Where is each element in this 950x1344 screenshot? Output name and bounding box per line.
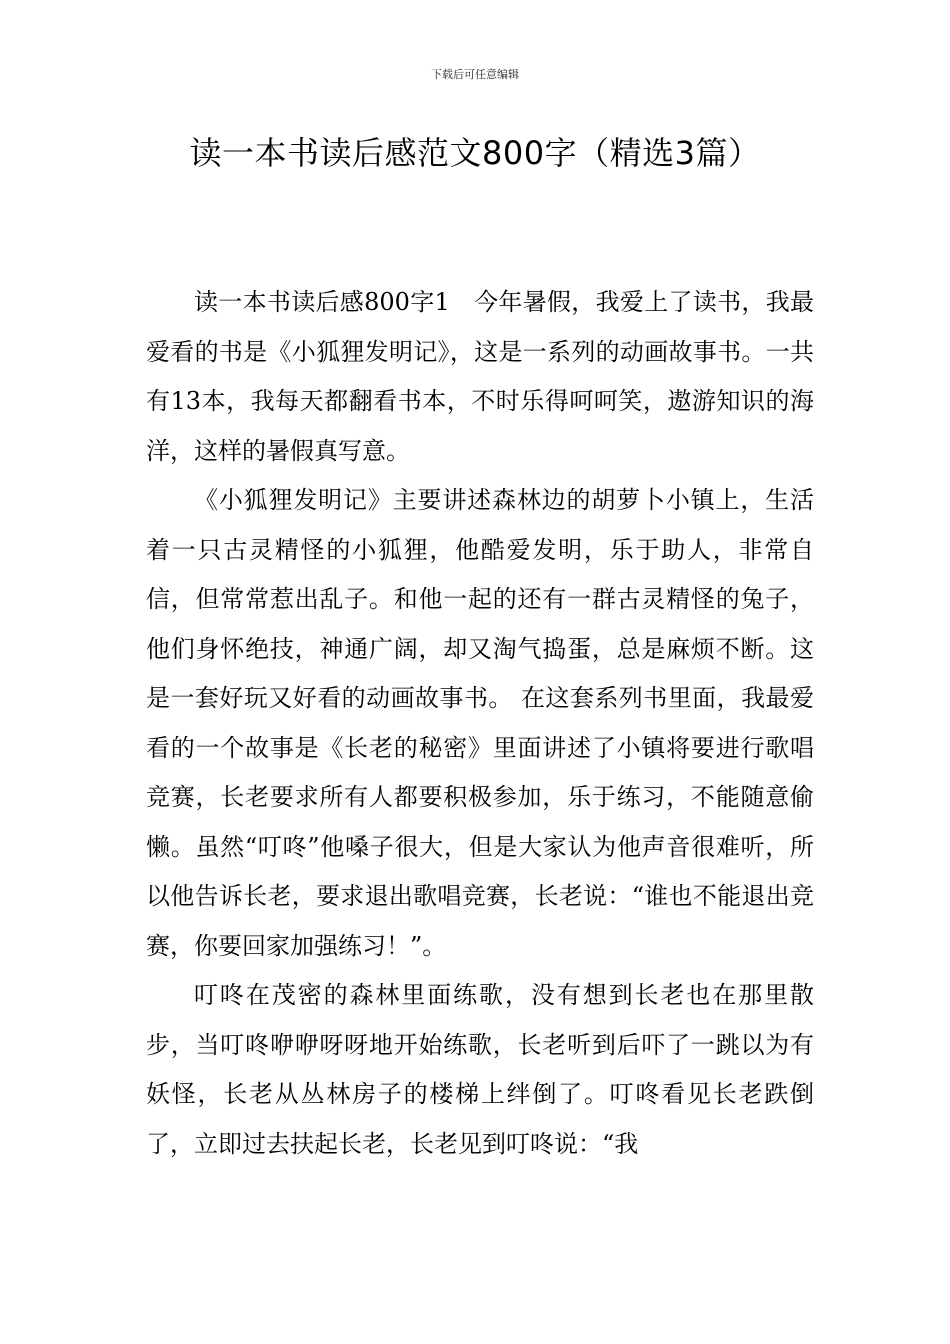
header-note: 下载后可任意编辑 (431, 68, 519, 81)
document-title: 读一本书读后感范文800字（精选3篇） (189, 134, 761, 172)
paragraph-1 (146, 278, 814, 476)
paragraph-2: 《小狐狸发明记》主要讲述森林边的胡萝卜小镇上，生活着一只古灵精怪的小狐狸，他酷爱发明，乐于助人，非常自信，但常常惹出乱子。和他一起的还有一群古灵精怪的兔子，他们身怀绝技，神通广阔，却又淘气捣蛋，总是麻烦不断。这是一套好玩又好看的动画故事书。 在这套系列书里面，我最爱看的一个故事是《长老的秘密》里面讲述了小镇将要进行歌唱竞赛，长老要求所有人都要积极参加，乐于练习，不能随意偷懒。虽然“叮咚”他嗓子很大，但是大家认为他声音很难听，所以他告诉长老，要求退出歌唱竞赛，长老说：“谁也不能退出竞赛，你要回家加强练习！”。 (146, 486, 814, 960)
paragraph-1-text: 今年暑假，我爱上了读书，我最爱看的书是《小狐狸发明记》，这是一系列的动画故事书。一共有13本，我每天都翻看书本，不时乐得呵呵笑，遨游知识的海洋，这样的暑假真写意。 (146, 288, 815, 465)
section-heading: 读一本书读后感800字1 (194, 288, 450, 316)
paragraph-3: 叮咚在茂密的森林里面练歌，没有想到长老也在那里散步，当叮咚咿咿呀呀地开始练歌，长老听到后吓了一跳以为有妖怪，长老从丛林房子的楼梯上绊倒了。叮咚看见长老跌倒了，立即过去扶起长老，长老见到叮咚说：“我 (146, 981, 814, 1158)
document-body (146, 278, 814, 1169)
